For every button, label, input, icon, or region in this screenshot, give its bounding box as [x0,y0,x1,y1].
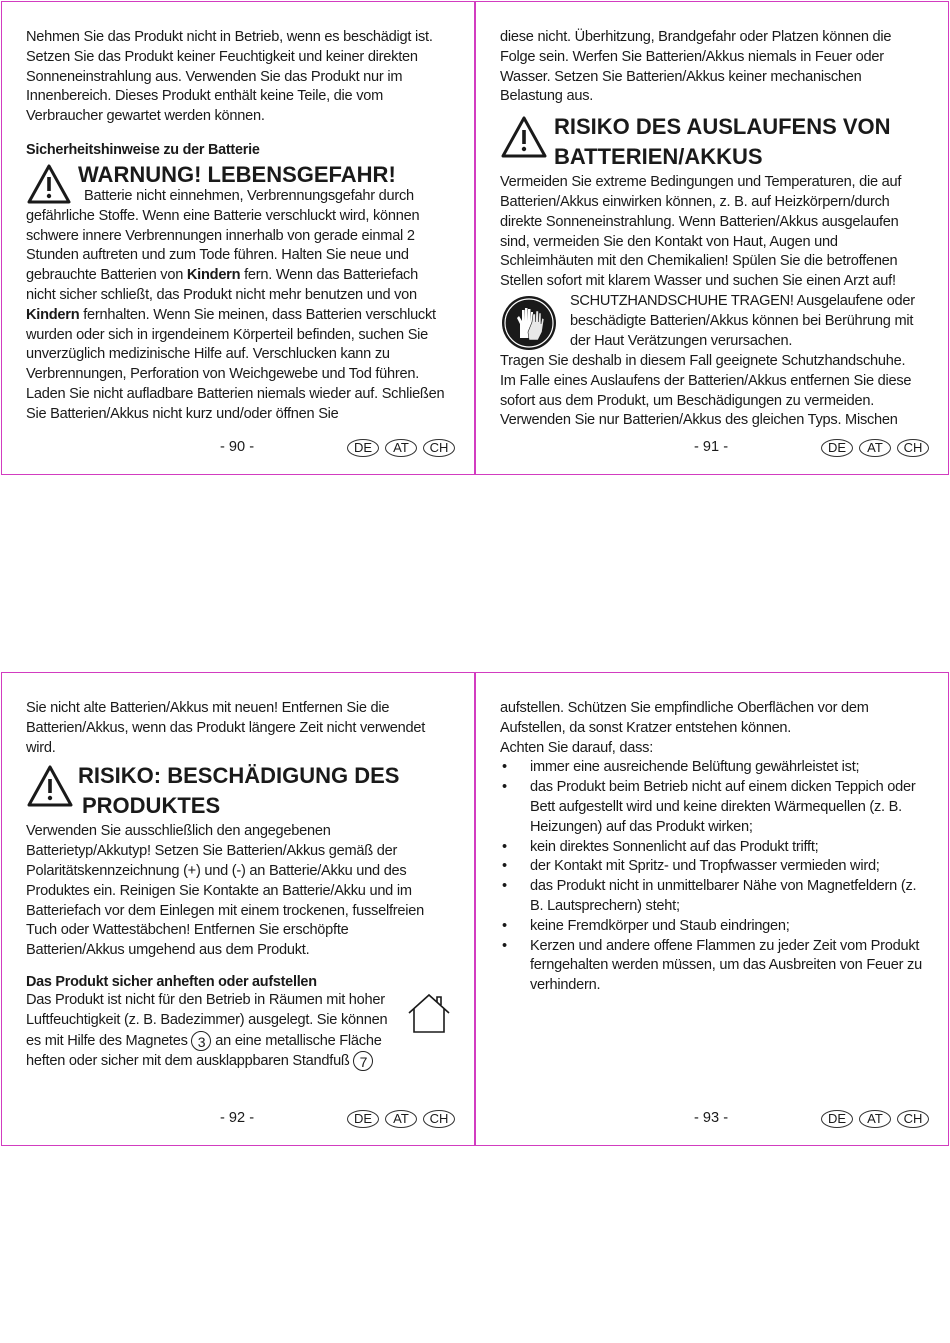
country-badge-at: AT [385,1110,417,1128]
page-footer [2,439,474,461]
gloves-title: SCHUTZHANDSCHUHE TRAGEN! [570,292,794,309]
list-item: • der Kontakt mit Spritz- und Tropfwasser vermieden wird; [500,857,922,877]
warning-block [500,115,922,169]
gloves-text-continued: Tragen Sie deshalb in diesem Fall geeignete Schutzhandschuhe. Im Falle eines Auslaufens der Batterien/Akkus entfernen Sie diese sofort aus dem Produkt, um Beschädigungen zu vermeiden. Verwenden Sie nur Batterien/Akkus des gleichen Typs. Mischen [500,352,912,429]
page-93 [475,672,949,1146]
country-badge-ch: CH [897,439,929,457]
warning-block [26,163,448,425]
country-badge-de: DE [821,1110,853,1128]
gloves-text: SCHUTZHANDSCHUHE TRAGEN! Ausgelaufene oder beschädigte Batterien/Akkus können bei Berührung mit der Haut Verätzungen verursachen. [570,292,915,349]
page-91 [475,1,949,475]
country-badges [821,1110,929,1128]
warning-triangle-icon [26,764,74,808]
country-badge-at: AT [385,439,417,457]
country-badge-de: DE [821,439,853,457]
list-item: • keine Fremdkörper und Staub eindringen; [500,917,922,937]
list-lead: Achten Sie darauf, dass: [500,739,654,756]
page-number: - 91 - [694,439,729,455]
list-item: • Kerzen und andere offene Flammen zu jeder Zeit vom Produkt ferngehalten werden müssen, um das Ausbreiten von Feuer zu verhindern. [500,937,922,996]
section-heading: Sicherheitshinweise zu der Batterie [26,141,260,158]
gloves-notice [500,292,922,352]
country-badges [347,439,455,457]
indoor-use-house-icon [406,991,452,1037]
intro-paragraph: Sie nicht alte Batterien/Akkus mit neuen! Entfernen Sie die Batterien/Akkus, wenn das Produkt längere Zeit nicht verwendet wird. [26,700,426,756]
list-item: • immer eine ausreichende Belüftung gewährleistet ist; [500,758,922,778]
intro-paragraph: diese nicht. Überhitzung, Brandgefahr oder Platzen können die Folge sein. Werfen Sie Batterien/Akkus niemals in Feuer oder Wasser. Setzen Sie Batterien/Akkus keiner mechanischen Belastung aus. [500,29,892,105]
protective-gloves-icon [500,294,558,352]
country-badges [821,439,929,457]
warning-title-line-2: PRODUKTES [82,793,221,819]
country-badge-de: DE [347,1110,379,1128]
mounting-section [26,991,448,1072]
warning-triangle-icon [26,163,72,205]
warning-text: Batterie nicht einnehmen, Verbrennungsgefahr durch gefährliche Stoffe. Wenn eine Batterie verschluckt wird, können schwere innere Verbrennungen innerhalb von gerade einmal 2 Stunden auftreten und zum Tode führen. Halten Sie neue und gebrauchte Batterien von Kindern fern. Wenn das Batteriefach nicht sicher schließt, das Produkt nicht mehr benutzen und von Kindern fernhalten. Wenn Sie meinen, dass Batterien verschluckt wurden oder sich in irgendeinem Körperteil befinden, suchen Sie unverzüglich medizinische Hilfe auf. Verschlucken kann zu Verbrennungen, Perforation von Weichgewebe und Tod führen. Laden Sie nicht aufladbare Batterien niemals wieder auf. Schließen Sie Batterien/Akkus nicht kurz und/oder öffnen Sie [26,187,445,422]
list-item: • kein direktes Sonnenlicht auf das Produkt trifft; [500,838,922,858]
page-90 [1,1,475,475]
page-92 [1,672,475,1146]
warning-text: Vermeiden Sie extreme Bedingungen und Temperaturen, die auf Batterien/Akkus einwirken können, z. B. auf Heizkörpern/durch direkte Sonneneinstrahlung. Wenn Batterien/Akkus ausgelaufen sind, vermeiden Sie den Kontakt von Haut, Augen und Schleimhäuten mit den Chemikalien! Spülen Sie die betroffenen Stellen sofort mit klarem Wasser und suchen Sie einen Arzt auf! [500,174,902,290]
country-badge-ch: CH [897,1110,929,1128]
list-item: • das Produkt beim Betrieb nicht auf einem dicken Teppich oder Bett aufgestellt wird und keine direkten Wärmequellen (z. B. Heizungen) auf das Produkt wirken; [500,778,922,837]
intro-paragraph: Nehmen Sie das Produkt nicht in Betrieb, wenn es beschädigt ist. Setzen Sie das Produkt keiner Feuchtigkeit und keiner direkten Sonneneinstrahlung aus. Verwenden Sie das Produkt nur im Innenbereich. Dieses Produkt enthält keine Teile, die vom Verbraucher gewartet werden können. [26,29,433,125]
section-heading: Das Produkt sicher anheften oder aufstellen [26,973,317,990]
reference-number-3: 3 [191,1031,211,1051]
warning-title-line-2: BATTERIEN/AKKUS [554,144,763,170]
bullet-list [500,758,922,996]
page-number: - 90 - [220,439,255,455]
warning-title: WARNUNG! LEBENSGEFAHR! [78,161,396,187]
page-number: - 93 - [694,1110,729,1126]
country-badge-ch: CH [423,439,455,457]
warning-triangle-icon [500,115,548,159]
country-badge-at: AT [859,1110,891,1128]
country-badge-at: AT [859,439,891,457]
page-footer [2,1110,474,1132]
country-badges [347,1110,455,1128]
warning-title-line-1: RISIKO DES AUSLAUFENS VON [554,114,891,140]
warning-title-line-1: RISIKO: BESCHÄDIGUNG DES [78,763,400,789]
page-footer [476,439,948,461]
warning-text: Verwenden Sie ausschließlich den angegebenen Batterietyp/Akkutyp! Setzen Sie Batterien/Akkus gemäß der Polaritätskennzeichnung (+) und (-) an Batterie/Akku und des Produktes ein. Reinigen Sie Kontakte an Batterie/Akku und im Batteriefach vor dem Einlegen mit einem trockenen, fusselfreien Tuch oder Wattestäbchen! Entfernen Sie erschöpfte Batterien/Akkus umgehend aus dem Produkt. [26,823,424,959]
list-item: • das Produkt nicht in unmittelbarer Nähe von Magnetfeldern (z. B. Lautsprechern) steht; [500,877,922,917]
intro-paragraph: aufstellen. Schützen Sie empfindliche Oberflächen vor dem Aufstellen, da sonst Kratzer entstehen können. [500,700,869,736]
warning-block [26,764,448,818]
country-badge-ch: CH [423,1110,455,1128]
mounting-text: Das Produkt ist nicht für den Betrieb in Räumen mit hoher Luftfeuchtigkeit (z. B. Badezimmer) ausgelegt. Sie können es mit Hilfe des Magnetes 3 an eine metallische Fläche heften oder sicher mit dem ausklappbaren Standfuß 7 [26,991,388,1071]
country-badge-de: DE [347,439,379,457]
page-number: - 92 - [220,1110,255,1126]
page-footer [476,1110,948,1132]
reference-number-7: 7 [353,1051,373,1071]
